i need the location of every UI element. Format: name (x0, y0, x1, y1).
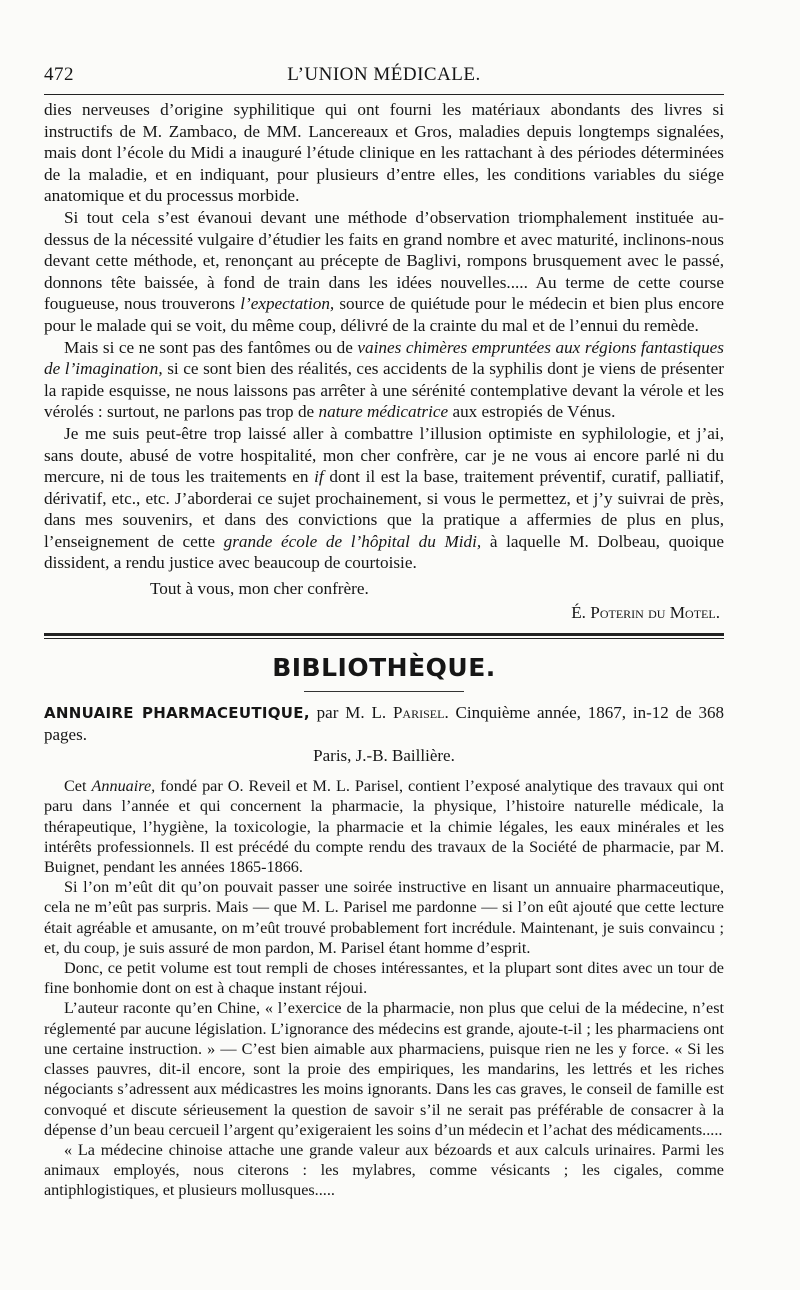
text-run: Si tout cela s’est évanoui devant une méthode d’observation triomphalement instituée au-dessus de la nécessité vulgaire d’étudier les faits en grand nombre et avec maturité, inclinons-nous devant cette méthode, et, renonçant au précepte de Baglivi, rompons brusquement avec le passé, donnons tête baissée, à fond de train dans les idées nouvelles..... Au terme de cette course fougueuse, nous trouverons (44, 207, 724, 314)
italic-text: if (314, 467, 324, 487)
book-imprint: Paris, J.-B. Baillière. (313, 746, 455, 766)
italic-text: vaines chimères empruntées aux régions fantastiques de l’imagination, (44, 337, 724, 379)
book-details: . Cinquième année, 1867, in-12 de 368 pages. (44, 703, 724, 745)
italic-text: l’expectation, (240, 294, 335, 314)
letter-body (44, 99, 724, 574)
title-rule (304, 691, 464, 692)
letter-closing: Tout à vous, mon cher confrère. (150, 579, 369, 599)
text-run: fondé par O. Reveil et M. L. Parisel, contient l’exposé analytique des travaux qui ont paru dans l’année et qui concernent la pharmacie, la physique, l’histoire naturelle médicale, la thérapeutique, l’hygiène, la toxicologie, la pharmacie et la chimie légales, les eaux minérales et les intérêts professionnels. Il est précédé du compte rendu des travaux de la Société de pharmacie, par M. Buignet, pendant les années 1865-1866. (44, 777, 724, 877)
text-run: « La médecine chinoise attache une grande valeur aux bézoards et aux calculs urinaires. Parmi les animaux employés, nous citerons : les mylabres, comme vésicants ; les cigales, comme antiphlogistiques, et plusieurs mollusques..... (44, 1140, 724, 1200)
text-run: aux estropiés de Vénus. (448, 402, 616, 422)
letter-paragraph (44, 207, 724, 337)
letter-signature: É. Poterin du Motel. (571, 602, 720, 622)
text-run: Donc, ce petit volume est tout rempli de choses intéressantes, et la plupart sont dites avec un tour de fine bonhomie dont on est à chaque instant réjoui. (44, 959, 724, 998)
italic-text: grande école de l’hôpital du Midi, (223, 531, 482, 551)
text-run: dies nerveuses d’origine syphilitique qui ont fourni les matériaux abondants des livres si instructifs de M. Zambaco, de MM. Lancereaux et Gros, maladies depuis longtemps signalées, mais dont l’école du Midi a inauguré l’étude clinique en les rattachant à des périodes déterminées de la maladie, et en indiquant, pour plusieurs d’entre elles, les conditions variables du siége anatomique et du processus morbide. (44, 100, 724, 206)
italic-text: nature médicatrice (318, 402, 449, 422)
italic-text: Annuaire, (91, 777, 156, 796)
page-number: 472 (44, 64, 74, 85)
review-paragraph (44, 958, 724, 998)
text-run: à laquelle M. Dolbeau, quoique dissident, a rendu justice avec beaucoup de courtoisie. (44, 531, 724, 573)
text-run: Mais si ce ne sont pas des fantômes ou de (64, 337, 358, 357)
review-heading (44, 702, 724, 766)
letter-paragraph (44, 337, 724, 423)
review-paragraph (44, 998, 724, 1139)
section-divider (44, 633, 724, 639)
text-run: L’auteur raconte qu’en Chine, « l’exercice de la pharmacie, non plus que celui de la médecine, n’est réglementé par aucune législation. L’ignorance des médecins est grande, ajoute-t-il ; les pharmaciens ont une certaine instruction. » — C’est bien aimable aux pharmaciens, puisque rien ne les y force. « Si les classes pauvres, dit-il encore, sont la proie des empiriques, les mandarins, les lettrés et les riches négociants s’adressent aux médicastres les moins ignorants. Dans les cas graves, le conseil de famille est convoqué et discute sérieusement la question de savoir s’il ne serait pas préférable de consacrer à la dépense d’un beau cercueil l’argent qu’exigeraient les soins d’un médecin et l’achat des médicaments..... (44, 999, 724, 1139)
review-paragraph (44, 1140, 724, 1201)
running-head (44, 60, 724, 88)
review-body (44, 776, 724, 1200)
text-run: source de quiétude pour le médecin et bien plus encore pour le malade qui se voit, du même coup, délivré de la crainte du mal et de l’ennui du remède. (44, 294, 724, 335)
text-run: Si l’on m’eût dit qu’on pouvait passer une soirée instructive en lisant un annuaire pharmaceutique, cela ne m’eût pas surpris. Mais — que M. L. Parisel me pardonne — si l’on eût ajouté que cette lecture était agréable et amusante, on m’eût trouvé probablement fort incrédule. Maintenant, je suis convaincu ; et, du coup, je suis assuré de mon pardon, M. Parisel étant homme d’esprit. (44, 878, 724, 957)
text-run: Cet (64, 777, 92, 796)
review-paragraph (44, 877, 724, 958)
text-run: dont il est la base, traitement préventif, curatif, palliatif, dérivatif, etc., etc. J’aborderai ce sujet prochainement, si vous le permettez, et j’y suivrai de près, dans mes souvenirs, et dans des convictions que la pratique a affermies de plus en plus, l’enseignement de cette (44, 467, 724, 551)
text-run: si ce sont bien des réalités, ces accidents de la syphilis dont je viens de présenter la rapide esquisse, ne nous laissons pas arrêter à une sérénité contemplative devant la vérole et les vérolés : surtout, ne parlons pas trop de (44, 359, 724, 422)
header-rule (44, 94, 724, 95)
letter-paragraph (44, 99, 724, 207)
book-title: ANNUAIRE PHARMACEUTIQUE, (44, 704, 310, 723)
journal-title: L’UNION MÉDICALE. (287, 64, 481, 85)
author-prefix: par M. L. (309, 703, 393, 723)
text-run: Je me suis peut-être trop laissé aller à combattre l’illusion optimiste en syphilologie, et j’ai, sans doute, abusé de votre hospitalité, mon cher confrère, car je ne vous ai encore parlé ni du mercure, ni de tous les traitements en (44, 423, 724, 487)
page-content (44, 60, 724, 1201)
letter-paragraph (44, 423, 724, 574)
review-paragraph (44, 776, 724, 877)
author-name: Parisel (392, 703, 445, 723)
section-title: BIBLIOTHÈQUE. (272, 653, 496, 683)
